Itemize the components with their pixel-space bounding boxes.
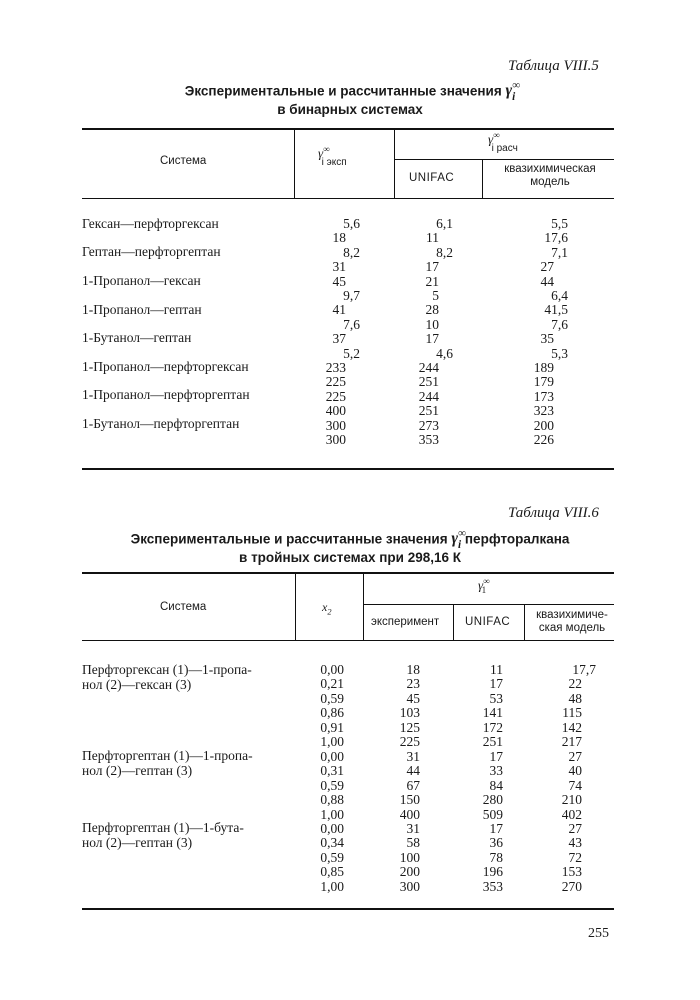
table2-cell: 58 bbox=[406, 835, 420, 851]
table2-label: Таблица VIII.6 bbox=[508, 505, 599, 521]
table1-cell: 31 bbox=[332, 259, 346, 275]
table1-cell: 251 bbox=[418, 403, 439, 419]
table2-system-name: нол (2)—гептан (3) bbox=[82, 835, 193, 850]
table1-cell: 6,1 bbox=[436, 216, 453, 231]
table1-system-name: 1-Пропанол—гексан bbox=[82, 273, 201, 288]
table2-cell: 0,59 bbox=[320, 777, 344, 793]
table2-title-line2: в тройных системах при 298,16 К bbox=[239, 550, 461, 565]
table1-vline3 bbox=[482, 160, 483, 198]
table1-header-system: Система bbox=[160, 155, 207, 167]
table2-cell: 17 bbox=[489, 748, 503, 764]
table2-cell: 23 bbox=[406, 676, 420, 692]
table1-header-rule bbox=[82, 198, 614, 199]
page-number: 255 bbox=[588, 926, 609, 941]
table1-cell: 226 bbox=[533, 432, 554, 447]
table1-cell: 173 bbox=[533, 388, 554, 404]
table2-cell: 17 bbox=[489, 676, 503, 692]
table1-cell: 4,6 bbox=[436, 345, 453, 361]
table2-cell: 153 bbox=[561, 864, 582, 880]
table2-system-name: Перфторгептан (1)—1-бута- bbox=[82, 820, 244, 835]
table1-cell: 18 bbox=[332, 230, 346, 246]
table1-cell: 273 bbox=[418, 417, 439, 433]
table1-cell: 17,6 bbox=[544, 230, 568, 246]
table1-system-name: Гексан—перфторгексан bbox=[82, 216, 219, 231]
table2-cell: 0,00 bbox=[320, 662, 344, 677]
table2-cell: 11 bbox=[490, 662, 503, 677]
table2-cell: 200 bbox=[399, 864, 420, 880]
table2-cell: 84 bbox=[489, 777, 503, 793]
table1-header-unifac: UNIFAC bbox=[409, 172, 455, 184]
table1-system-name: Гептан—перфторгептан bbox=[82, 244, 221, 259]
table2-cell: 0,00 bbox=[320, 748, 344, 764]
table1-cell: 353 bbox=[418, 432, 439, 447]
table1-cell: 323 bbox=[533, 403, 554, 419]
table2-system-name: нол (2)—гексан (3) bbox=[82, 677, 192, 692]
table1-cell: 300 bbox=[325, 432, 346, 447]
table2-cell: 78 bbox=[489, 849, 503, 865]
table2-header-system: Система bbox=[160, 601, 207, 613]
table2-cell: 103 bbox=[399, 705, 420, 721]
table2-cell: 17 bbox=[489, 820, 503, 836]
table1-title-line2: в бинарных системах bbox=[277, 102, 423, 117]
table2-cell: 225 bbox=[399, 734, 420, 750]
table2-system-name: нол (2)—гептан (3) bbox=[82, 763, 193, 778]
table1-cell: 7,1 bbox=[551, 244, 568, 260]
table2-cell: 27 bbox=[568, 820, 582, 836]
table2-cell: 0,59 bbox=[320, 849, 344, 865]
table1-cell: 45 bbox=[332, 273, 346, 289]
table2-vline4 bbox=[524, 605, 525, 640]
table1-cell: 41,5 bbox=[544, 302, 568, 318]
table1-cell: 44 bbox=[540, 273, 554, 289]
table2-gamma-rule bbox=[363, 604, 614, 605]
table1-cell: 5,6 bbox=[343, 216, 360, 231]
table2-header-unifac: UNIFAC bbox=[465, 616, 511, 628]
table2-cell: 210 bbox=[561, 792, 582, 808]
table1-cell: 27 bbox=[540, 259, 554, 275]
table2-cell: 142 bbox=[561, 719, 582, 735]
table2-cell: 44 bbox=[406, 763, 420, 779]
table2-cell: 270 bbox=[561, 878, 582, 894]
table2-cell: 48 bbox=[568, 690, 582, 706]
table2-cell: 31 bbox=[406, 748, 420, 764]
table2-cell: 0,31 bbox=[320, 763, 344, 779]
table2-cell: 18 bbox=[406, 662, 420, 677]
table1-system-name: 1-Пропанол—гептан bbox=[82, 302, 202, 317]
table1-top-rule bbox=[82, 128, 614, 130]
table2-cell: 115 bbox=[562, 705, 582, 721]
table1-cell: 21 bbox=[425, 273, 439, 289]
table2-cell: 141 bbox=[482, 705, 503, 721]
table2-header-gamma1: $\gamma^\infty_1$ bbox=[478, 576, 490, 595]
table1-system-name: 1-Бутанол—перфторгептан bbox=[82, 416, 240, 431]
table1-cell: 244 bbox=[418, 360, 439, 375]
table1-vline2 bbox=[394, 128, 395, 198]
table1-cell: 6,4 bbox=[551, 288, 568, 303]
table1-cell: 244 bbox=[418, 388, 439, 404]
table1-cell: 10 bbox=[425, 316, 439, 332]
table1-cell: 28 bbox=[425, 302, 439, 318]
table2-cell: 353 bbox=[482, 878, 503, 894]
table1-cell: 233 bbox=[325, 360, 346, 375]
table1-cell: 8,2 bbox=[343, 244, 360, 260]
table1-cell: 179 bbox=[533, 374, 554, 390]
table2-cell: 150 bbox=[399, 792, 420, 808]
table1-cell: 225 bbox=[325, 374, 346, 390]
table2-cell: 1,00 bbox=[320, 806, 344, 822]
table2-cell: 17,7 bbox=[572, 662, 596, 677]
table2-top-rule bbox=[82, 572, 614, 574]
table2-cell: 36 bbox=[489, 835, 503, 851]
table1-cell: 189 bbox=[533, 360, 554, 375]
table1-title-line1: Экспериментальные и рассчитанные значения $\gamma^\infty_i$ bbox=[184, 80, 521, 103]
table2-cell: 300 bbox=[399, 878, 420, 894]
table1-cell: 11 bbox=[426, 230, 439, 246]
table2-cell: 72 bbox=[568, 849, 582, 865]
table1-header-quasi: квазихимическая модель bbox=[504, 163, 596, 188]
table2-cell: 0,91 bbox=[320, 719, 344, 735]
table2-cell: 402 bbox=[561, 806, 582, 822]
table2-cell: 400 bbox=[399, 806, 420, 822]
table1-header-exp: $\gamma^\infty_{i эксп}$ bbox=[318, 144, 347, 169]
table2-cell: 0,86 bbox=[320, 705, 344, 721]
table2-vline3 bbox=[453, 605, 454, 640]
table2-cell: 22 bbox=[568, 676, 582, 692]
table2-bottom-rule bbox=[82, 908, 614, 910]
table1-cell: 5 bbox=[432, 288, 439, 303]
table2-cell: 251 bbox=[482, 734, 503, 750]
table2-cell: 0,59 bbox=[320, 690, 344, 706]
table2-cell: 217 bbox=[561, 734, 582, 750]
table2-cell: 172 bbox=[482, 719, 503, 735]
table1-bottom-rule bbox=[82, 468, 614, 470]
table2-cell: 0,21 bbox=[320, 676, 344, 692]
table2-header-experiment: эксперимент bbox=[371, 616, 440, 628]
table2-cell: 53 bbox=[489, 690, 503, 706]
table2-cell: 31 bbox=[406, 820, 420, 836]
table1-cell: 225 bbox=[325, 388, 346, 404]
table2-cell: 1,00 bbox=[320, 878, 344, 894]
table1-cell: 37 bbox=[332, 331, 346, 347]
table1-cell: 5,3 bbox=[551, 345, 568, 361]
table1-cell: 17 bbox=[425, 331, 439, 347]
table1-system-name: 1-Бутанол—гептан bbox=[82, 330, 192, 345]
table1-calc-rule bbox=[394, 159, 614, 160]
table2-cell: 27 bbox=[568, 748, 582, 764]
table1-cell: 35 bbox=[540, 331, 554, 347]
table1-cell: 7,6 bbox=[343, 316, 360, 332]
table1-cell: 251 bbox=[418, 374, 439, 390]
table2-cell: 0,00 bbox=[320, 820, 344, 836]
table2-cell: 1,00 bbox=[320, 734, 344, 750]
table1-cell: 5,2 bbox=[343, 345, 360, 361]
table2-cell: 125 bbox=[399, 719, 420, 735]
table2-cell: 43 bbox=[568, 835, 582, 851]
table2-title-line1: Экспериментальные и рассчитанные значения $\gamma^\infty_i$ перфторалкана bbox=[130, 528, 570, 551]
table1-cell: 9,7 bbox=[343, 288, 360, 303]
table1-cell: 8,2 bbox=[436, 244, 453, 260]
table2-cell: 33 bbox=[489, 763, 503, 779]
table1-system-name: 1-Пропанол—перфторгексан bbox=[82, 359, 249, 374]
table1-header-calc: $\gamma^\infty_{i расч}$ bbox=[488, 130, 518, 155]
table1-cell: 17 bbox=[425, 259, 439, 275]
table2-vline1 bbox=[295, 572, 296, 640]
table2-cell: 196 bbox=[482, 864, 503, 880]
table2-cell: 45 bbox=[406, 690, 420, 706]
table2-cell: 40 bbox=[568, 763, 582, 779]
table2-cell: 280 bbox=[482, 792, 503, 808]
table2-header-rule bbox=[82, 640, 614, 641]
table1-cell: 5,5 bbox=[551, 216, 568, 231]
table2-cell: 67 bbox=[406, 777, 420, 793]
table2-cell: 0,88 bbox=[320, 792, 344, 808]
table1-label: Таблица VIII.5 bbox=[508, 58, 599, 74]
table1-cell: 7,6 bbox=[551, 316, 568, 332]
table2-cell: 0,34 bbox=[320, 835, 344, 851]
table1-cell: 200 bbox=[533, 417, 554, 433]
table1-cell: 400 bbox=[325, 403, 346, 419]
table1-cell: 41 bbox=[332, 302, 346, 318]
table2-header-quasi: квазихимиче- ская модель bbox=[536, 609, 608, 634]
table2-vline2 bbox=[363, 572, 364, 640]
table1-system-name: 1-Пропанол—перфторгептан bbox=[82, 387, 250, 402]
table1-cell: 300 bbox=[325, 417, 346, 433]
table2-cell: 74 bbox=[568, 777, 582, 793]
table2-system-name: Перфторгептан (1)—1-пропа- bbox=[82, 748, 253, 763]
table2-cell: 509 bbox=[482, 806, 503, 822]
table2-header-x2: $x_2$ bbox=[322, 600, 332, 617]
table2-system-name: Перфторгексан (1)—1-пропа- bbox=[82, 662, 252, 677]
table1-vline1 bbox=[294, 128, 295, 198]
table2-cell: 100 bbox=[399, 849, 420, 865]
table2-cell: 0,85 bbox=[320, 864, 344, 880]
